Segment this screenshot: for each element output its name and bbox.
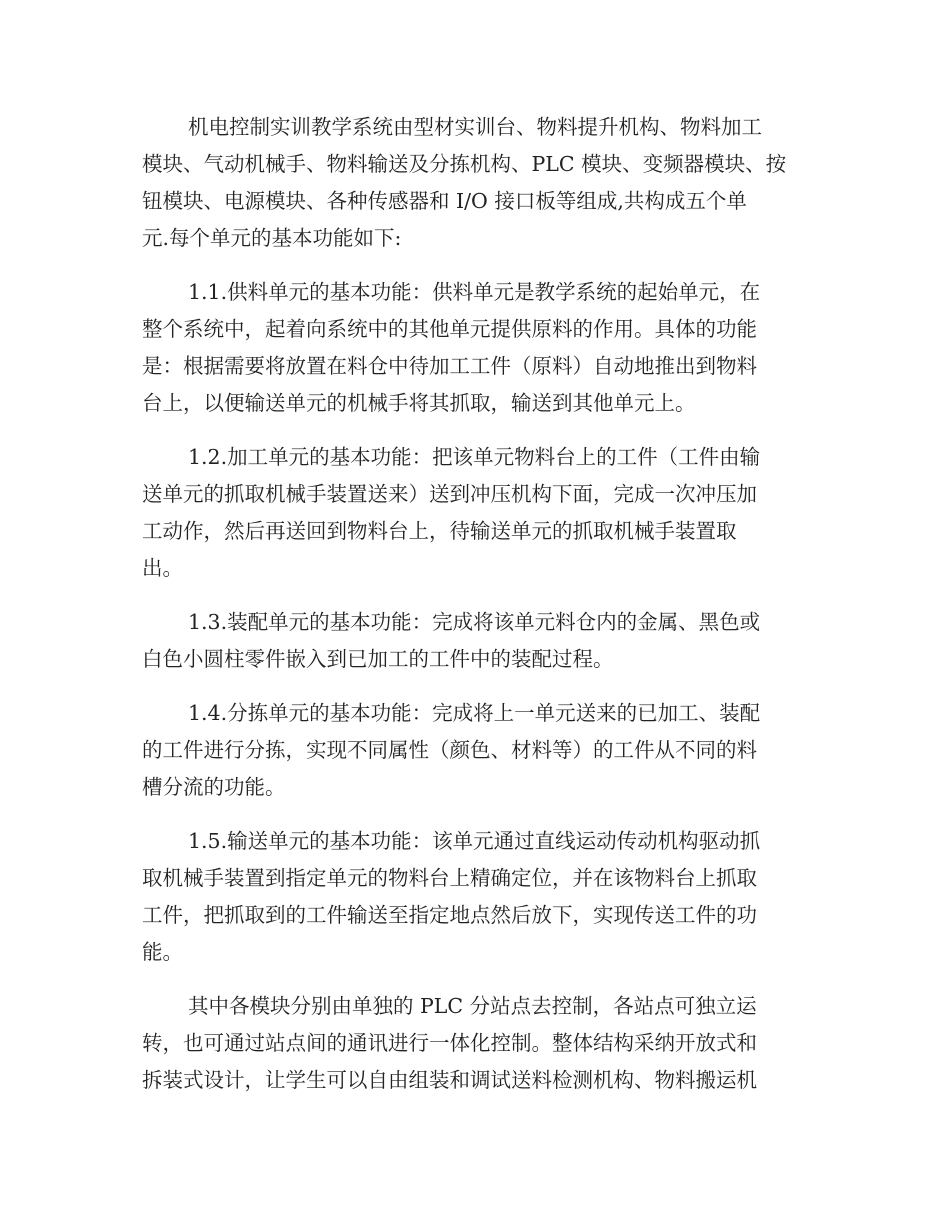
paragraph-line: 1.5.输送单元的基本功能：该单元通过直线运动传动机构驱动抓 (188, 829, 761, 853)
paragraph-line: 1.1.供料单元的基本功能：供料单元是教学系统的起始单元，在 (188, 280, 761, 304)
paragraph-line: 模块、气动机械手、物料输送及分拣机构、PLC 模块、变频器模块、按 (142, 152, 787, 176)
paragraph-line: 1.4.分拣单元的基本功能：完成将上一单元送来的已加工、装配 (188, 701, 761, 725)
paragraph-line: 出。 (142, 556, 183, 580)
paragraph-line: 钮模块、电源模块、各种传感器和 I/O 接口板等组成,共构成五个单 (142, 189, 747, 213)
paragraph-line: 其中各模块分别由单独的 PLC 分站点去控制，各站点可独立运 (188, 994, 757, 1018)
paragraph-line: 槽分流的功能。 (142, 775, 286, 799)
paragraph-line: 能。 (142, 940, 183, 964)
paragraph-line: 1.3.装配单元的基本功能：完成将该单元料仓内的金属、黑色或 (188, 610, 761, 634)
paragraph-line: 是：根据需要将放置在料仓中待加工工件（原料）自动地推出到物料 (142, 354, 757, 378)
paragraph-line: 白色小圆柱零件嵌入到已加工的工件中的装配过程。 (142, 647, 614, 671)
paragraph-line: 取机械手装置到指定单元的物料台上精确定位，并在该物料台上抓取 (142, 866, 757, 890)
paragraph-line: 元.每个单元的基本功能如下: (142, 226, 402, 250)
paragraph-line: 1.2.加工单元的基本功能：把该单元物料台上的工件（工件由输 (188, 445, 761, 469)
paragraph-line: 转，也可通过站点间的通讯进行一体化控制。整体结构采纳开放式和 (142, 1031, 757, 1055)
paragraph-line: 台上，以便输送单元的机械手将其抓取，输送到其他单元上。 (142, 391, 696, 415)
paragraph-line: 工件，把抓取到的工件输送至指定地点然后放下，实现传送工件的功 (142, 903, 757, 927)
paragraph-line: 整个系统中，起着向系统中的其他单元提供原料的作用。具体的功能 (142, 317, 757, 341)
paragraph-line: 送单元的抓取机械手装置送来）送到冲压机构下面，完成一次冲压加 (142, 482, 757, 506)
paragraph-line: 机电控制实训教学系统由型材实训台、物料提升机构、物料加工 (188, 115, 762, 139)
paragraph-line: 工动作，然后再送回到物料台上，待输送单元的抓取机械手装置取 (142, 519, 737, 543)
paragraph-line: 的工件进行分拣，实现不同属性（颜色、材料等）的工件从不同的料 (142, 738, 757, 762)
paragraph-line: 拆装式设计，让学生可以自由组装和调试送料检测机构、物料搬运机 (142, 1068, 757, 1092)
